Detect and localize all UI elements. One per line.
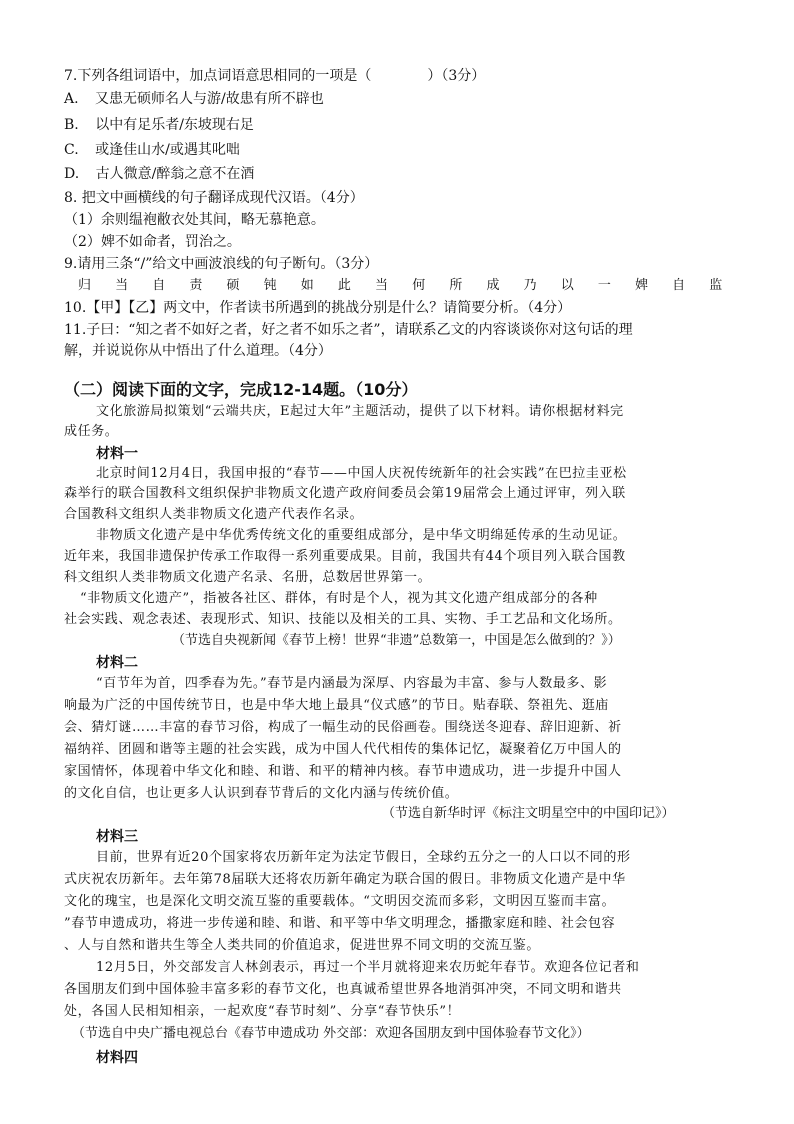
material-3-line: 、人与自然和谐共生等全人类共同的价值追求，促进世界不同文明的交流互鉴。 (64, 938, 541, 953)
material-3-line: 各国朋友们到中国体验丰富多彩的春节文化，也真诚希望世界各地消弭冲突，不同文明和谐共 (64, 982, 622, 997)
material-1-line: 非物质文化遗产是中华优秀传统文化的重要组成部分，是中华文明绵延传承的生动见证。 (96, 528, 627, 543)
q11-line-1: 11.子曰：“知之者不如好之者，好之者不如乐之者”，请联系乙文的内容谈谈你对这句话的理 (64, 322, 633, 338)
q8-item-1: （1）余则缊袍敝衣处其间，略无慕艳意。 (64, 212, 325, 228)
material-4-title: 材料四 (96, 1050, 138, 1066)
q11-line-2: 解，并说说你从中悟出了什么道理。（4分） (64, 343, 332, 359)
q7-stem-end: ）（3分） (427, 68, 486, 84)
option-label: C. (64, 142, 79, 158)
material-1-line: 近年来，我国非遗保护传承工作取得一系列重要成果。目前，我国共有44个项目列入联合国教 (64, 549, 626, 564)
material-1-line: 森举行的联合国教科文组织保护非物质文化遗产政府间委员会第19届常会上通过评审，列入联 (64, 486, 626, 501)
material-3-line: 处，各国人民相知相亲，一起欢度“春节时刻”、分享“春节快乐”！ (64, 1004, 461, 1019)
material-3-source: （节选自中央广播电视总台《春节申遗成功 外交部：欢迎各国朋友到中国体验春节文化》） (72, 1026, 590, 1041)
option-label: A. (64, 91, 79, 107)
material-2-line: 家国情怀，体现着中华文化和睦、和谐、和平的精神内核。春节申遗成功，进一步提升中国人 (64, 764, 622, 779)
material-1-line: 社会实践、观念表述、表现形式、知识、技能以及相关的工具、实物、手工艺品和文化场所。 (64, 612, 622, 627)
material-2-source: （节选自新华时评《标注文明星空中的中国印记》） (382, 806, 675, 821)
material-2-title: 材料二 (96, 655, 138, 671)
material-3-title: 材料三 (96, 829, 138, 845)
q8-stem: 8. 把文中画横线的句子翻译成现代汉语。（4分） (64, 190, 364, 206)
q7-option-c (64, 140, 240, 160)
material-1-line: 合国教科文组织人类非物质文化遗产代表作名录。 (64, 507, 364, 522)
q7-option-a (64, 89, 324, 109)
option-text: 或逢佳山水/或遇其叱咄 (95, 142, 240, 158)
q7-stem-text: 7.下列各组词语中，加点词语意思相同的一项是（ (64, 68, 372, 84)
material-3-line: 文化的瑰宝，也是深化文明交流互鉴的重要载体。“文明因交流而多彩，文明因互鉴而丰富。 (64, 894, 616, 909)
option-label: B. (64, 117, 79, 133)
option-text: 又患无硕师名人与游/故患有所不辟也 (95, 91, 324, 107)
material-2-line: 响最为广泛的中国传统节日，也是中华大地上最具“仪式感”的节日。贴春联、祭祖先、逛庙 (64, 698, 609, 713)
q7-stem (64, 66, 485, 86)
material-2-line: 福纳祥、团圆和谐等主题的社会实践，成为中国人代代相传的集体记忆，凝聚着亿万中国人的 (64, 742, 622, 757)
material-3-line: 目前，世界有近20个国家将农历新年定为法定节假日，全球约五分之一的人口以不同的形 (96, 850, 631, 865)
material-1-source: （节选自央视新闻《春节上榜！世界“非遗”总数第一，中国是怎么做到的？》） (172, 633, 621, 648)
material-1-line: 北京时间12月4日，我国申报的“春节——中国人庆祝传统新年的社会实践”在巴拉圭亚松 (96, 466, 627, 481)
q8-item-2: （2）婢不如命者，罚治之。 (64, 234, 241, 250)
material-3-line: 式庆祝农历新年。去年第78届联大还将农历新年确定为联合国的假日。非物质文化遗产是中华 (64, 872, 626, 887)
material-1-line: 科文组织人类非物质文化遗产名录、名册，总数居世界第一。 (64, 570, 432, 585)
q7-option-d (64, 164, 254, 184)
intro-line-2: 成任务。 (64, 424, 119, 439)
q9-sequence: 归 当 自 责 硕 钝 如 此 当 何 所 成 乃 以 一 婢 自 监 (78, 278, 733, 293)
q10-text: 10.【甲】【乙】两文中，作者读书所遇到的挑战分别是什么？请简要分析。（4分） (64, 300, 572, 316)
option-label: D. (64, 166, 80, 182)
material-3-line: ”春节申遗成功，将进一步传递和睦、和谐、和平等中华文明理念，播撒家庭和睦、社会包容 (64, 916, 616, 931)
material-1-line: “非物质文化遗产”，指被各社区、群体，有时是个人，视为其文化遗产组成部分的各种 (80, 591, 598, 606)
intro-line-1: 文化旅游局拟策划“云端共庆，E起过大年”主题活动，提供了以下材料。请你根据材料完 (96, 404, 624, 419)
q9-stem: 9.请用三条“/”给文中画波浪线的句子断句。（3分） (64, 256, 379, 272)
material-3-line: 12月5日，外交部发言人林剑表示，再过一个半月就将迎来农历蛇年春节。欢迎各位记者和 (96, 960, 640, 975)
option-text: 以中有足乐者/东坡现右足 (95, 117, 254, 133)
material-1-title: 材料一 (96, 446, 138, 462)
option-text: 古人微意/醉翁之意不在酒 (95, 166, 255, 182)
material-2-line: 会、猜灯谜……丰富的春节习俗，构成了一幅生动的民俗画卷。围绕送冬迎春、辞旧迎新、祈 (64, 720, 622, 735)
q7-option-b (64, 115, 254, 135)
material-2-line: 的文化自信，也让更多人认识到春节背后的文化内涵与传统价值。 (64, 786, 459, 801)
material-2-line: “百节年为首，四季春为先。”春节是内涵最为深厚、内容最为丰富、参与人数最多、影 (96, 676, 608, 691)
section-title: （二）阅读下面的文字，完成12-14题。（10分） (64, 380, 418, 399)
